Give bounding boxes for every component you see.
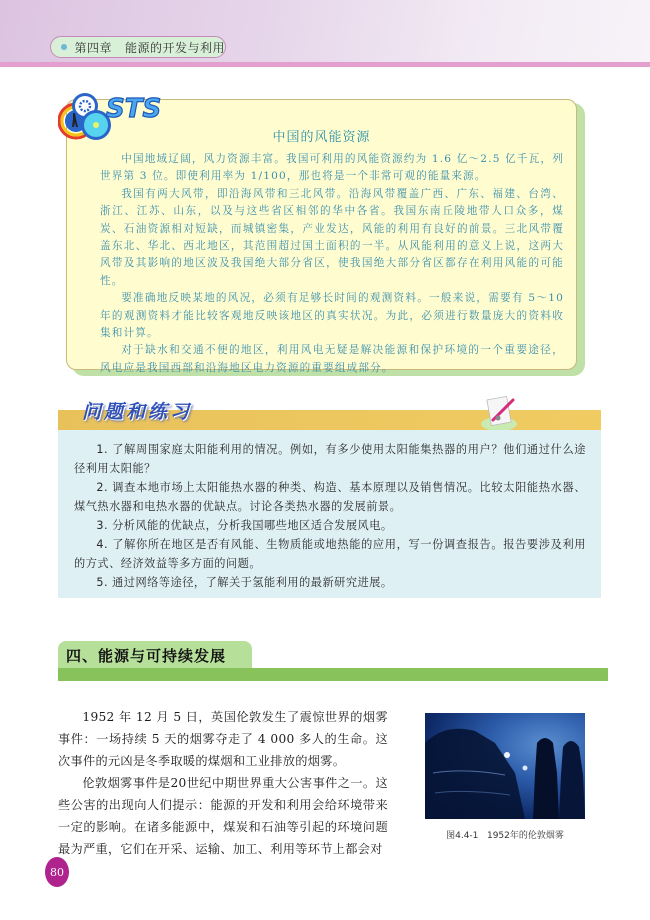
- sts-paragraph: 我国有两大风带，即沿海风带和三北风带。沿海风带覆盖广西、广东、福建、台湾、浙江、江苏、山东，以及与这些省区相邻的华中各省。我国东南丘陵地带人口众多，煤炭、石油资源相对短缺，而城镇密集，产业发达，风能的利用有良好的前景。三北风带覆盖东北、华北、西北地区，其范围超过国土面积的一半。从风能利用的意义上说，这两大风带及其影响的地区波及我国绝大部分省区，使我国绝大部分省区都存在利用风能的可能性。: [100, 187, 564, 287]
- exercise-item: 2. 调查本地市场上太阳能热水器的种类、构造、基本原理以及销售情况。比较太阳能热水器、煤气热水器和电热水器的优缺点。讨论各类热水器的发展前景。: [74, 481, 586, 513]
- body-paragraph: 伦敦烟雾事件是20世纪中期世界重大公害事件之一。这些公害的出现向人们提示：能源的开发和利用会给环境带来一定的影响。在诸多能源中，煤炭和石油等引起的环境问题最为严重，它们在开采、运输、加工、利用等环节上都会对: [58, 776, 388, 856]
- header-divider: [0, 62, 650, 67]
- section-heading-band: [58, 668, 608, 681]
- exercise-item: 4. 了解你所在地区是否有风能、生物质能或地热能的应用，写一份调查报告。报告要涉及利用的方式、经济效益等多方面的问题。: [74, 538, 586, 570]
- page-number-badge: [45, 857, 69, 887]
- sts-paragraph: 要准确地反映某地的风况，必须有足够长时间的观测资料。一般来说，需要有 5～10 年的观测资料才能比较客观地反映该地区的真实状况。为此，必须进行数量庞大的资料收集和计算。: [100, 292, 564, 340]
- figure-caption: 图4.4-1 1952年的伦敦烟雾: [446, 831, 564, 841]
- sts-body: [100, 151, 564, 377]
- bullet-dot-icon: [61, 44, 67, 50]
- body-paragraph: 1952 年 12 月 5 日，英国伦敦发生了震惊世界的烟雾事件：一场持续 5 天的烟雾夺走了 4 000 多人的生命。这次事件的元凶是冬季取暖的煤烟和工业排放的烟雾。: [58, 710, 388, 768]
- page-number: 80: [50, 865, 64, 879]
- section-title: 四、能源与可持续发展: [66, 647, 227, 665]
- main-body-text: [58, 706, 388, 860]
- sts-paragraph: 中国地域辽阔，风力资源丰富。我国可利用的风能资源约为 1.6 亿～2.5 亿千瓦，列世界第 3 位。即使利用率为 1/100，那也将是一个非常可观的能量来源。: [100, 153, 564, 183]
- sts-title: 中国的风能资源: [272, 130, 371, 145]
- chapter-label: 第四章 能源的开发与利用: [74, 40, 225, 55]
- exercise-item: 3. 分析风能的优缺点，分析我国哪些地区适合发展风电。: [96, 519, 393, 532]
- exercises-title: 问题和练习: [82, 401, 193, 423]
- pencil-paper-icon: [475, 392, 523, 432]
- smog-scene-illustration: [425, 713, 585, 819]
- exercise-item: 5. 通过网络等途径，了解关于氢能利用的最新研究进展。: [96, 576, 393, 589]
- sts-paragraph: 对于缺水和交通不便的地区，利用风电无疑是解决能源和保护环境的一个重要途径，风电应是我国西部和沿海地区电力资源的重要组成部分。: [100, 344, 564, 374]
- svg-text:STS: STS: [106, 94, 162, 124]
- london-smog-photo: [425, 713, 585, 819]
- chapter-label-pill: [50, 36, 226, 58]
- exercise-item: 1. 了解周围家庭太阳能利用的情况。例如，有多少使用太阳能集热器的用户？他们通过什么途径利用太阳能？: [74, 443, 586, 475]
- exercises-list: [74, 440, 586, 592]
